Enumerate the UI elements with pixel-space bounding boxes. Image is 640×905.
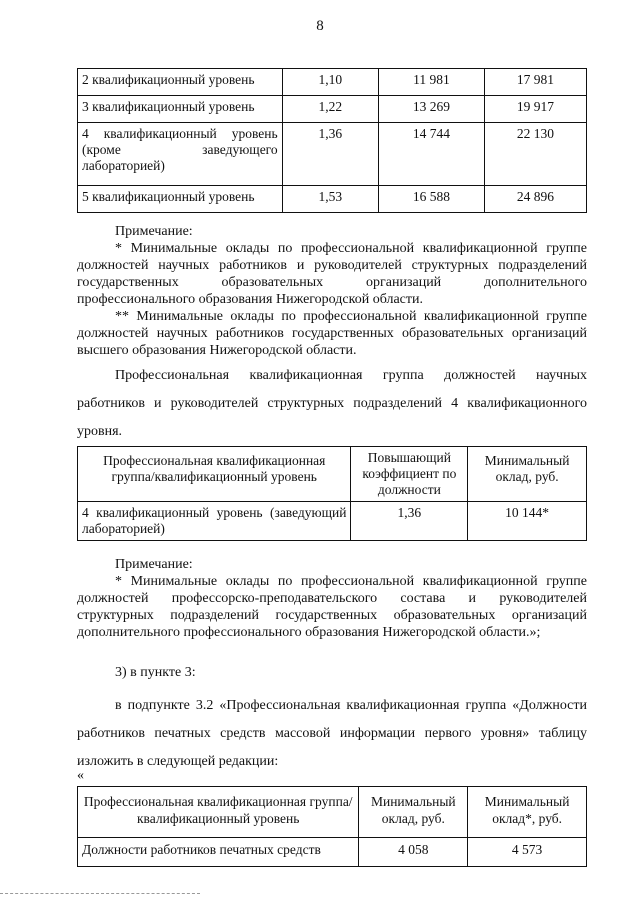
column-header: Профессиональная квалификационная группа/квалификационный уровень [78,787,359,838]
coef-cell: 1,53 [282,186,378,213]
salary-cell: 4 058 [359,838,468,867]
level-cell: 5 квалификационный уровень [78,186,283,213]
table-row [78,69,587,96]
column-header: Минимальный оклад*, руб. [468,787,587,838]
level-cell: 2 квалификационный уровень [78,69,283,96]
salary-cell: 10 144* [468,502,587,541]
table-row [78,502,587,541]
column-header: Профессиональная квалификационная группа/квалификационный уровень [78,447,351,502]
salary-table-lab-head [77,446,587,541]
table-row [78,186,587,213]
salary-cell: 19 917 [484,96,586,123]
paragraph-subitem-3-2: в подпункте 3.2 «Профессиональная квалификационная группа «Должности работников печатных средств массовой информации первого уровня» таблицу изложить в следующей редакции: [77,698,587,769]
salary-cell: 14 744 [379,123,485,186]
note-block-2 [77,556,587,641]
level-cell: 4 квалификационный уровень (кроме заведующего лабораторией) [78,123,283,186]
page-number: 8 [316,18,324,34]
item-3: 3) в пункте 3: [115,665,196,680]
coef-cell: 1,10 [282,69,378,96]
table-row [78,838,587,867]
salary-table-press [77,786,587,867]
note-block-1 [77,223,587,359]
salary-table-levels [77,68,587,213]
coef-cell: 1,36 [351,502,468,541]
level-cell: Должности работников печатных средств [78,838,359,867]
salary-cell: 22 130 [484,123,586,186]
level-cell: 3 квалификационный уровень [78,96,283,123]
table-row [78,96,587,123]
salary-cell: 24 896 [484,186,586,213]
paragraph-qualification-group: Профессиональная квалификационная группа должностей научных работников и руководителей структурных подразделений 4 квалификационного уровня. [77,368,587,439]
table-header-row [78,787,587,838]
level-cell: 4 квалификационный уровень (заведующий лабораторией) [78,502,351,541]
note-title: Примечание: [115,224,193,239]
table-header-row [78,447,587,502]
column-header: Минимальный оклад, руб. [468,447,587,502]
note-text: ** Минимальные оклады по профессиональной квалификационной группе должностей научных работников государственных образовательных организаций высшего образования Нижегородской области. [77,309,587,358]
note-text: * Минимальные оклады по профессиональной квалификационной группе должностей профессорско-преподавательского состава и руководителей структурных подразделений государственных образовательных организаций дополнительного профессионального образования Нижегородской области.»; [77,574,587,640]
salary-cell: 4 573 [468,838,587,867]
column-header: Повышающий коэффициент по должности [351,447,468,502]
open-quote: « [77,768,84,783]
column-header: Минимальный оклад, руб. [359,787,468,838]
table-row [78,123,587,186]
salary-cell: 13 269 [379,96,485,123]
note-title: Примечание: [115,557,193,572]
salary-cell: 17 981 [484,69,586,96]
footer-rule [0,893,200,894]
note-text: * Минимальные оклады по профессиональной квалификационной группе должностей научных работников и руководителей структурных подразделений государственных образовательных организаций дополнительного профессионального образования Нижегородской области. [77,241,587,307]
coef-cell: 1,36 [282,123,378,186]
coef-cell: 1,22 [282,96,378,123]
salary-cell: 11 981 [379,69,485,96]
salary-cell: 16 588 [379,186,485,213]
